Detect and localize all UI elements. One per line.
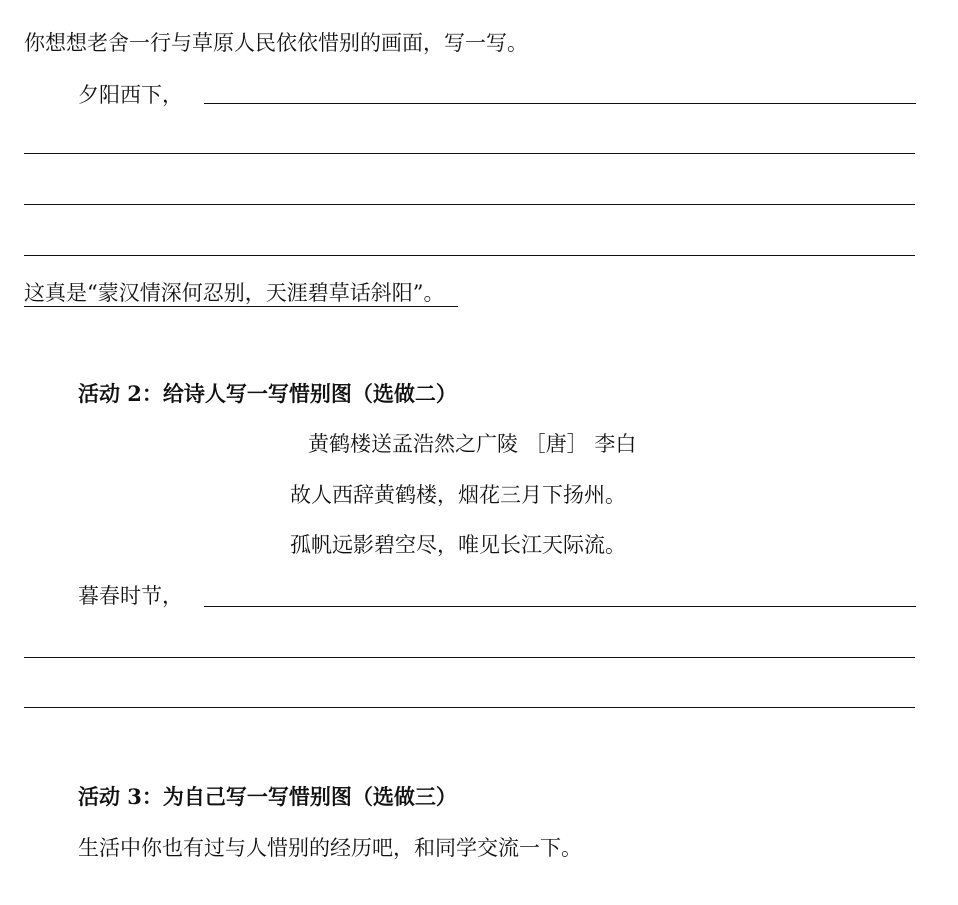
poem-line-2: 孤帆远影碧空尽，唯见长江天际流。 (290, 533, 626, 557)
poem-line-1: 故人西辞黄鹤楼，烟花三月下扬州。 (290, 483, 626, 507)
section1-lead-in: 夕阳西下， (78, 83, 183, 107)
section1-answer-line-1[interactable] (204, 103, 916, 104)
activity2-heading: 活动 2：给诗人写一写惜别图（选做二） (78, 381, 457, 406)
activity3-prompt: 生活中你也有过与人惜别的经历吧，和同学交流一下。 (78, 836, 582, 860)
section1-answer-line-2[interactable] (24, 153, 915, 154)
section1-prompt: 你想想老舍一行与草原人民依依惜别的画面，写一写。 (24, 31, 528, 55)
activity2-answer-line-2[interactable] (24, 657, 915, 658)
activity2-answer-line-3[interactable] (24, 707, 915, 708)
activity2-answer-line-1[interactable] (204, 606, 916, 607)
section1-answer-line-3[interactable] (24, 204, 915, 205)
activity3-heading: 活动 3：为自己写一写惜别图（选做三） (78, 784, 457, 809)
activity2-lead-in: 暮春时节， (78, 584, 183, 608)
poem-title-line: 黄鹤楼送孟浩然之广陵 ［唐］ 李白 (308, 432, 637, 456)
section1-conclusion-text: 这真是“蒙汉情深何忍别，天涯碧草话斜阳”。 (24, 281, 458, 307)
section1-conclusion (24, 280, 458, 306)
section1-answer-line-4[interactable] (24, 255, 915, 256)
